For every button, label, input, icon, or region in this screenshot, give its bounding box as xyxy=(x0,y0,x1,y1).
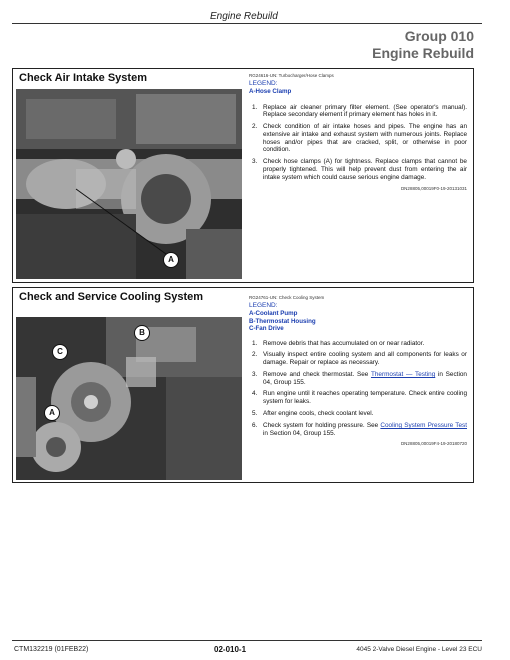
legend-heading: LEGEND: xyxy=(249,302,278,309)
pressure-test-link[interactable]: Cooling System Pressure Test xyxy=(380,421,467,429)
section-title: Check Air Intake System xyxy=(19,72,147,84)
air-intake-text xyxy=(249,73,467,191)
document-code: DN28805,00019F4-19-20180720 xyxy=(400,441,467,447)
legend-item: A-Coolant Pump xyxy=(249,310,298,317)
document-code: DN28805,00019F0-19-20131031 xyxy=(400,185,467,191)
legend-heading: LEGEND: xyxy=(249,80,278,87)
step-item: 4. Run engine until it reaches operating temperature. Check entire cooling system for leaks. xyxy=(252,390,467,406)
footer-rule xyxy=(12,640,482,641)
cooling-system-section xyxy=(12,287,474,483)
step-item: 6. Check system for holding pressure. See Cooling System Pressure Test in Section 04, Group 155. xyxy=(252,421,467,437)
step-item: 1. Remove debris that has accumulated on or near radiator. xyxy=(252,339,425,347)
legend-item: B-Thermostat Housing xyxy=(249,317,316,325)
air-intake-section xyxy=(12,68,474,283)
figure-reference: RG24616-UN: Turbocharger/Hose Clamps xyxy=(249,73,334,78)
turbocharger-photo xyxy=(16,89,242,279)
callout-a: A xyxy=(163,252,179,268)
footer-manual-id: CTM132219 (01FEB22) xyxy=(14,646,89,653)
footer-page-number: 02-010-1 xyxy=(214,645,247,654)
section-title: Check and Service Cooling System xyxy=(19,291,204,303)
step-list xyxy=(249,104,467,182)
legend-item: A-Hose Clamp xyxy=(249,88,292,95)
step-list xyxy=(249,340,467,438)
cooling-system-photo xyxy=(16,317,242,480)
cooling-system-text xyxy=(249,295,467,446)
callout-c: C xyxy=(52,344,68,360)
header-title: Engine Rebuild xyxy=(210,11,278,22)
step-item: 2. Check condition of air intake hoses and pipes. The engine has an extensive air intake and exhaust system with numerous joints. Replace hoses and/or pipes that are cracked, split, or otherwise in poor condition. xyxy=(252,123,467,154)
step-item: 1. Replace air cleaner primary filter element. (See operator's manual). Replace secondary element if primary element has holes in it. xyxy=(252,103,467,119)
header-rule xyxy=(12,23,482,24)
legend-item: C-Fan Drive xyxy=(249,325,284,332)
step-item: 3. Check hose clamps (A) for tightness. Replace clamps that cannot be properly tightened. This will help prevent dust from entering the air intake system which could cause serious engine damage. xyxy=(252,158,467,181)
callout-a: A xyxy=(44,405,60,421)
group-number: Group 010 xyxy=(404,28,474,44)
footer-engine-title: 4045 2-Valve Diesel Engine - Level 23 ECU xyxy=(356,646,482,653)
thermostat-testing-link[interactable]: Thermostat — Testing xyxy=(370,370,436,378)
step-item: 2. Visually inspect entire cooling system and all components for leaks or damage. Repair or replace as necessary. xyxy=(252,351,467,367)
step-item: 3. Remove and check thermostat. See Thermostat — Testing in Section 04, Group 155. xyxy=(252,370,467,386)
step-item: 5. After engine cools, check coolant level. xyxy=(252,410,374,418)
callout-b: B xyxy=(134,325,150,341)
group-name: Engine Rebuild xyxy=(372,45,474,61)
figure-reference: RG24761-UN: Check Cooling System xyxy=(249,295,325,300)
